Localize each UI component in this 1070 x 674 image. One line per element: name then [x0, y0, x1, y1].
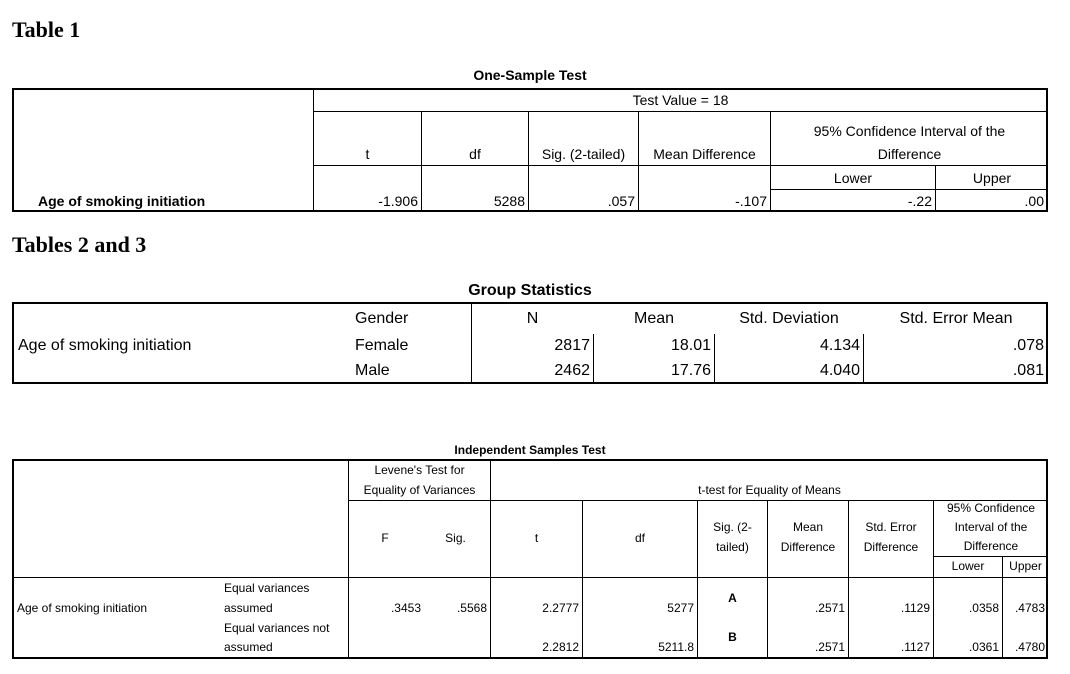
col-upper: Upper	[1009, 559, 1042, 573]
cell-df: 5277	[667, 601, 694, 615]
cell-t: 2.2812	[542, 640, 579, 654]
cell-sig: .5568	[456, 601, 487, 615]
col-df: df	[634, 531, 645, 545]
cell-sem: .081	[1012, 362, 1044, 379]
cell-upper: .00	[1024, 193, 1044, 209]
col-lower: Lower	[833, 170, 873, 186]
col-ci-3: Difference	[963, 539, 1019, 553]
col-ci-2: Interval of the	[954, 520, 1028, 534]
cell-upper: .4780	[1014, 640, 1045, 654]
col-md: Mean	[792, 520, 824, 534]
col-levene-2: Equality of Variances	[363, 483, 476, 497]
cell-condition: Equal variances	[224, 581, 310, 595]
col-f: F	[381, 531, 389, 545]
cell-sig: .057	[607, 193, 635, 209]
cell-lower: -.22	[907, 193, 932, 209]
col-df: df	[469, 146, 481, 162]
cell-sig2: B	[728, 630, 737, 644]
cell-t: 2.2777	[542, 601, 579, 615]
one-sample-title: One-Sample Test	[473, 67, 587, 83]
col-sig: Sig. (2-tailed)	[541, 146, 626, 162]
col-md-2: Difference	[780, 540, 836, 554]
cell-condition: Equal variances not	[224, 621, 330, 635]
heading-tables-2-3: Tables 2 and 3	[12, 232, 147, 257]
cell-sd: 4.134	[819, 337, 860, 354]
cell-f: .3453	[390, 601, 421, 615]
cell-mean-diff: -.107	[735, 193, 767, 209]
col-lower: Lower	[951, 559, 985, 573]
col-ci: 95% Confidence	[946, 501, 1036, 515]
independent-title: Independent Samples Test	[454, 443, 606, 457]
col-sd: Std. Deviation	[739, 310, 839, 327]
col-sig2-b: tailed)	[716, 540, 749, 554]
cell-lower: .0358	[968, 601, 999, 615]
col-t: t	[365, 146, 370, 162]
cell-gender: Female	[355, 337, 409, 354]
cell-n: 2817	[554, 337, 590, 354]
col-mean: Mean	[633, 310, 675, 327]
cell-gender: Male	[355, 362, 390, 379]
cell-condition-2: assumed	[224, 640, 273, 654]
col-sig2: Sig. (2-	[713, 520, 752, 534]
cell-mean: 17.76	[670, 362, 711, 379]
cell-se: .1127	[900, 640, 930, 654]
cell-condition-2: assumed	[224, 601, 273, 615]
cell-sig2: A	[728, 591, 737, 605]
col-t: t	[534, 531, 539, 545]
col-gender: Gender	[355, 310, 409, 327]
cell-mean: 18.01	[670, 337, 711, 354]
col-se: Std. Error	[865, 520, 917, 534]
col-sem: Std. Error Mean	[899, 310, 1013, 327]
cell-md: .2571	[814, 640, 845, 654]
col-mean-diff: Mean Difference	[653, 146, 756, 162]
col-levene: Levene's Test for	[374, 463, 465, 477]
row-label: Age of smoking initiation	[38, 193, 206, 209]
col-upper: Upper	[972, 170, 1012, 186]
cell-df: 5288	[493, 193, 525, 209]
col-ttest: t-test for Equality of Means	[698, 483, 841, 497]
col-se-2: Difference	[863, 540, 919, 554]
cell-se: .1129	[900, 601, 930, 615]
cell-sd: 4.040	[819, 362, 860, 379]
col-sig: Sig.	[445, 531, 466, 545]
test-value: Test Value = 18	[632, 92, 729, 108]
row-label: Age of smoking initiation	[17, 601, 148, 615]
cell-md: .2571	[814, 601, 845, 615]
row-label: Age of smoking initiation	[18, 337, 192, 354]
group-stats-title: Group Statistics	[468, 282, 592, 299]
cell-sem: .078	[1012, 337, 1044, 354]
cell-df: 5211.8	[658, 640, 694, 654]
col-n: N	[526, 310, 539, 327]
cell-t: -1.906	[378, 193, 418, 209]
cell-upper: .4783	[1014, 601, 1045, 615]
col-ci-2: Difference	[877, 146, 942, 162]
cell-n: 2462	[554, 362, 590, 379]
heading-table-1: Table 1	[12, 17, 81, 42]
cell-lower: .0361	[968, 640, 999, 654]
col-ci: 95% Confidence Interval of the	[813, 123, 1006, 139]
